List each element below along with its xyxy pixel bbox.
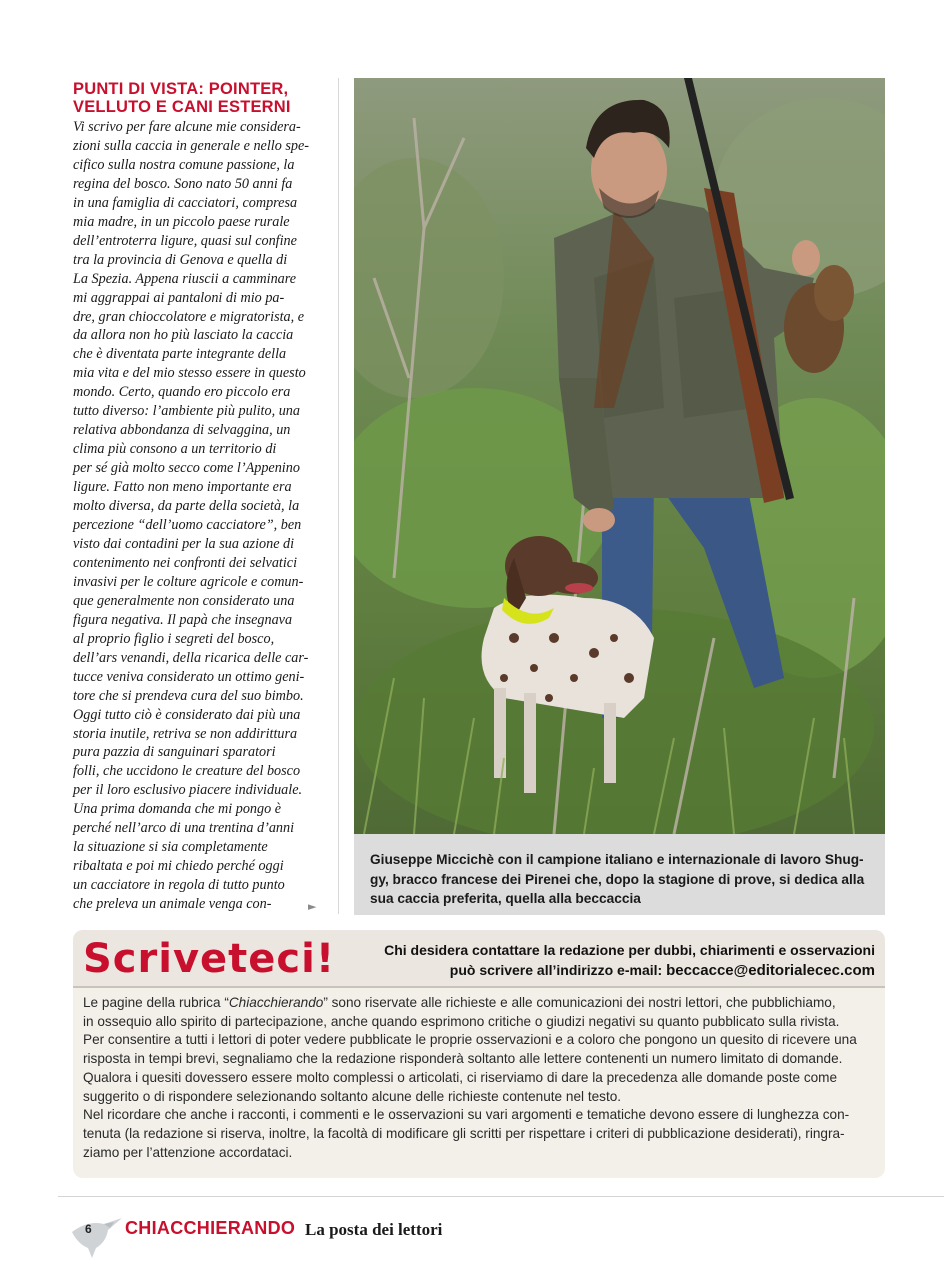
article-body-line: tutto diverso: l’ambiente più pulito, una: [73, 403, 300, 420]
article-body-line: regina del bosco. Sono nato 50 anni fa: [73, 175, 293, 192]
scriveteci-body-line: Qualora i quesiti dovessero essere molto complessi o articolati, ci riserviamo di dare la precedenza alle domande poste come: [83, 1069, 838, 1085]
article-body-line: Oggi tutto ciò è considerato dai più una: [73, 706, 301, 723]
article-body-line: al proprio figlio i segreti del bosco,: [73, 630, 275, 647]
article-body-line: pura pazzia di sanguinari sparatori: [73, 744, 276, 761]
email-link[interactable]: beccacce@editorialecec.com: [666, 962, 875, 979]
contact-line: [384, 960, 875, 981]
article-photo: [354, 78, 885, 834]
scriveteci-body: [83, 994, 875, 1162]
article-body-line: Vi scrivo per fare alcune mie considera-: [73, 119, 301, 135]
article-body-line: dell’ars venandi, della ricarica delle car-: [73, 649, 309, 666]
article-body-line: tra la provincia di Genova e quella di: [73, 251, 288, 268]
contact-line: Chi desidera contattare la redazione per dubbi, chiarimenti e osservazioni: [384, 942, 875, 958]
contact-prefix: può scrivere all’indirizzo e-mail:: [449, 962, 667, 978]
article-body-line: tucce veniva considerato un ottimo geni-: [73, 668, 305, 685]
article-body-line: que generalmente non considerato una: [73, 592, 295, 609]
scriveteci-panel: [73, 930, 885, 1178]
article-body-line: La Spezia. Appena riuscii a camminare: [73, 270, 297, 287]
article-body-line: ribaltata e poi mi chiedo perché oggi: [73, 858, 284, 875]
section-title: CHIACCHIERANDO: [125, 1218, 296, 1238]
article-body-line: per il loro esclusivo piacere individuale.: [73, 782, 303, 799]
article-title-line: PUNTI DI VISTA: POINTER,: [73, 80, 289, 98]
article-body-line: Una prima domanda che mi pongo è: [73, 801, 282, 818]
scriveteci-body-line: tenuta (la redazione si riserva, inoltre, la facoltà di modificare gli scritti per rispettare i criteri di pubblicazione desiderati), ringra-: [83, 1125, 845, 1141]
article-body-line: visto dai contadini per la sua azione di: [73, 535, 295, 552]
section-subtitle: La posta dei lettori: [305, 1220, 443, 1239]
article-body-line: clima più consono a un territorio di: [73, 441, 277, 458]
body-text: Le pagine della rubrica “: [83, 995, 229, 1010]
caption-line: sua caccia preferita, quella alla beccaccia: [370, 891, 641, 906]
continue-arrow-icon: ►: [308, 900, 317, 913]
scriveteci-body-line: in ossequio allo spirito di partecipazione, anche quando esprimono critiche o giudizi negativi su quanto pubblicato sulla rivista.: [83, 1013, 840, 1029]
article-body-line: ligure. Fatto non meno importante era: [73, 479, 292, 496]
photo-caption: [370, 850, 875, 909]
woodcock-logo-icon: [70, 1212, 124, 1260]
article-body-line: mia madre, in un piccolo paese rurale: [73, 213, 290, 230]
article-body-line: zioni sulla caccia in generale e nello spe-: [73, 137, 310, 154]
article-body-line: un cacciatore in regola di tutto punto: [73, 877, 285, 894]
column-divider: [338, 78, 339, 914]
article-body-line: mondo. Certo, quando ero piccolo era: [73, 384, 291, 401]
article-body-line: mia vita e del mio stesso essere in questo: [73, 365, 306, 382]
article-body-line: figura negativa. Il papà che insegnava: [73, 611, 293, 628]
scriveteci-heading: Scriveteci!: [83, 936, 336, 982]
article-body-line: folli, che uccidono le creature del bosco: [73, 763, 301, 780]
scriveteci-body-line: ziamo per l’attenzione accordataci.: [83, 1144, 293, 1160]
photo-caption-box: [354, 834, 885, 915]
body-text: ” sono riservate alle richieste e alle comunicazioni dei nostri lettori, che pubblichiamo,: [323, 995, 836, 1010]
article-body-line: la situazione si sia completamente: [73, 839, 268, 856]
contact-info: [384, 940, 875, 981]
article-body-line: da allora non ho più lasciato la caccia: [73, 327, 294, 344]
scriveteci-divider: [73, 986, 885, 988]
page-number: 6: [85, 1222, 92, 1236]
article-body-line: che è diventata parte integrante della: [73, 346, 287, 363]
scriveteci-body-line: suggerito o di rispondere selezionando soltanto alcune delle richieste contenute nel testo.: [83, 1088, 622, 1104]
scriveteci-body-line: risposta in tempi brevi, segnaliamo che la redazione risponderà soltanto alle lettere contenenti un numero limitato di domande.: [83, 1051, 843, 1067]
article-title: [73, 80, 325, 116]
article-body-line: cifico sulla nostra comune passione, la: [73, 156, 295, 173]
article-title-line: VELLUTO E CANI ESTERNI: [73, 98, 291, 116]
article-body-line: relativa abbondanza di selvaggina, un: [73, 422, 291, 439]
article-body-line: percezione “dell’uomo cacciatore”, ben: [73, 517, 302, 534]
article-body-line: mi aggrappai ai pantaloni di mio pa-: [73, 289, 285, 306]
article-body-line: per sé già molto secco come l’Appenino: [73, 460, 300, 477]
article-body-line: storia inutile, retriva se non addirittura: [73, 725, 298, 742]
scriveteci-body-line: Per consentire a tutti i lettori di poter vedere pubblicate le proprie osservazioni e a coloro che pongono un quesito di ricevere una: [83, 1032, 857, 1048]
scriveteci-body-line: [83, 994, 875, 1013]
article-body: [73, 118, 325, 914]
article-body-line: dell’entroterra ligure, quasi sul confine: [73, 232, 297, 249]
article-body-line: tore che si prendeva cura del suo bimbo.: [73, 687, 304, 704]
article-body-line: in una famiglia di cacciatori, compresa: [73, 194, 298, 211]
rubric-name: Chiacchierando: [228, 995, 324, 1010]
article-body-line: perché nell’arco di una trentina d’anni: [73, 820, 295, 837]
scriveteci-body-line: Nel ricordare che anche i racconti, i commenti e le osservazioni su vari argomenti e tematiche devono essere di lunghezza con-: [83, 1107, 850, 1123]
article-body-line: molto diversa, da parte della società, la: [73, 498, 300, 515]
article-body-line: dre, gran chioccolatore e migratorista, e: [73, 308, 305, 325]
caption-line: Giuseppe Miccichè con il campione italiano e internazionale di lavoro Shug-: [370, 852, 864, 867]
article-column: [73, 80, 325, 914]
caption-line: gy, bracco francese dei Pirenei che, dopo la stagione di prove, si dedica alla: [370, 871, 865, 887]
article-body-line: invasivi per le colture agricole e comun-: [73, 573, 304, 590]
article-body-line: contenimento nei confronti dei selvatici: [73, 554, 298, 571]
article-body-line: che preleva un animale venga con-: [73, 896, 272, 913]
footer-divider: [58, 1196, 944, 1197]
